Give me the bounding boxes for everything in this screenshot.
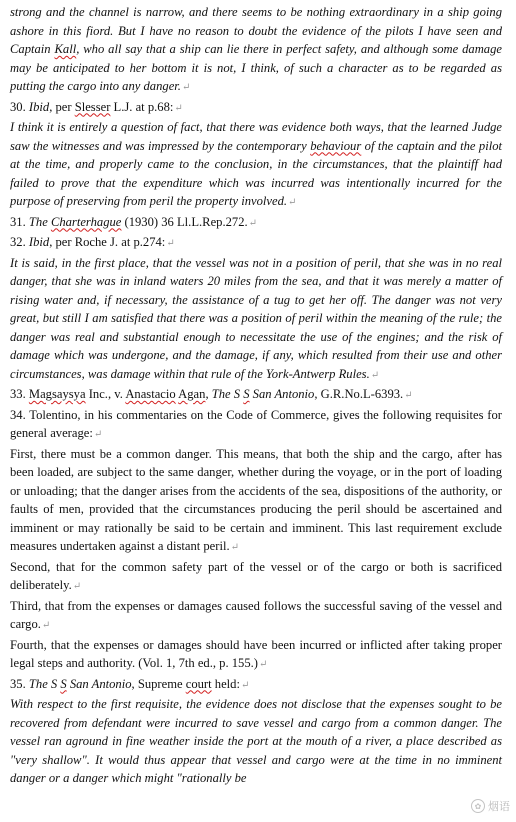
paragraph — [10, 695, 502, 788]
text-run: Ibid — [28, 99, 50, 114]
paragraph — [10, 597, 502, 636]
text-run: (1930) 36 Ll.L.Rep.272. — [121, 214, 248, 229]
spellcheck-word: Charterhague — [50, 214, 122, 229]
paragraph-mark-icon: ↵ — [72, 581, 82, 592]
paragraph — [10, 98, 502, 119]
watermark — [471, 798, 510, 814]
spellcheck-word: Agan — [178, 387, 206, 401]
text-run: , G.R.No.L-6393. — [314, 387, 404, 401]
spellcheck-word: Magsaysya — [28, 387, 86, 401]
text-run: The — [28, 214, 51, 229]
text-run: , — [205, 387, 212, 401]
text-run: Fourth, that the expenses or damages should have been incurred or inflicted after taking proper legal steps and authority. (Vol. 1, 7th ed., p. 155.) — [10, 637, 502, 670]
text-run: The S — [211, 387, 244, 401]
paragraph — [10, 675, 502, 696]
paragraph — [10, 118, 502, 213]
paragraph-mark-icon: ↵ — [41, 620, 51, 631]
paragraph — [10, 385, 502, 406]
text-run: The S — [28, 676, 61, 691]
paragraph — [10, 233, 502, 254]
text-run: 32. — [10, 235, 29, 249]
paragraph-mark-icon: ↵ — [166, 238, 175, 249]
paragraph-mark-icon: ↵ — [240, 679, 250, 691]
paragraph-mark-icon: ↵ — [230, 542, 240, 553]
text-run: , who all say that a ship can lie there in perfect safety, and although some damage may be anticipated to her bottom it is not, I think, of such a character as to be regarded as putting the cargo into any danger. — [10, 42, 502, 93]
watermark-text: 烟语 — [488, 800, 510, 813]
paragraph-mark-icon: ↵ — [370, 369, 380, 381]
text-run: 33. — [10, 387, 29, 401]
text-run: First, there must be a common danger. This means, that both the ship and the cargo, after has been loaded, are subject to the same danger, whether during the voyage, or in the port of loading or unloading; that the danger arises from the accidents of the sea, dispositions of the authority, or faults of men, provided that the circumstances producing the peril should be ascertained and imminent or may rationally be said to be certain and imminent. This last requirement exclude measures undertaken against a distant peril. — [10, 446, 502, 553]
wechat-icon: ✿ — [471, 799, 485, 813]
document-page — [10, 3, 502, 788]
text-run: Third, that from the expenses or damages caused follows the successful saving of the vessel and cargo. — [10, 598, 502, 631]
paragraph — [10, 254, 502, 386]
paragraph-mark-icon: ↵ — [259, 659, 268, 670]
text-run: It is said, in the first place, that the vessel was not in a position of peril, that she was in no real danger, that she was in inland waters 20 miles from the sea, and that it was merely a matter of rising water and, if necessary, the assistance of a tug to get her off. The danger was not very great, but still I am satisfied that there was a position of peril within the meaning of the rule; the danger was real and substantial enough to necessitate the use of the engines; and the risk of damage which was undergone, and the damage, if any, which resulted from their use and other circumstances, was damage within that rule of the York-Antwerp Rules. — [10, 255, 502, 381]
paragraph — [10, 213, 502, 234]
text-run: L.J. at p.68: — [110, 99, 174, 114]
spellcheck-word: S — [243, 387, 250, 401]
text-run: Ibid — [28, 235, 50, 249]
text-run: of the captain and the pilot at the time, and properly came to the conclusion, in the circumstances, that the plaintiff had failed to prove that the expenditure which was incurred was intentionally incurred for the purpose of preserving from peril the property involved. — [10, 138, 502, 208]
text-run: 30. — [10, 99, 29, 114]
paragraph-mark-icon: ↵ — [248, 217, 258, 229]
spellcheck-word: behaviour — [310, 138, 362, 153]
text-run: strong and the channel is narrow, and there seems to be nothing extraordinary in a ship going ashore in this fiord. But I have no reason to doubt the evidence of the pilots I have seen and Captain — [10, 5, 502, 56]
paragraph — [10, 3, 502, 98]
paragraph-mark-icon: ↵ — [288, 197, 297, 208]
text-run: 35. — [10, 676, 29, 691]
text-run: Second, that for the common safety part of the vessel or of the cargo or both is sacrificed deliberately. — [10, 559, 502, 592]
spellcheck-word: S — [60, 676, 67, 691]
text-run: San Antonio — [249, 387, 315, 401]
paragraph — [10, 406, 502, 445]
paragraph — [10, 636, 502, 675]
text-run: , per Roche J. at p.274: — [49, 235, 166, 249]
text-run: Inc., v. — [85, 387, 126, 401]
text-run: I think it is entirely a question of fact, that there was evidence both ways, that the learned Judge saw the witnesses and was impressed by the contemporary — [10, 120, 502, 153]
text-run: , per — [49, 99, 75, 114]
text-run: held: — [211, 676, 240, 691]
paragraph-mark-icon: ↵ — [181, 82, 191, 93]
spellcheck-word: Kall — [54, 42, 77, 56]
paragraph-mark-icon: ↵ — [93, 429, 103, 440]
text-run: 34. Tolentino, in his commentaries on the Code of Commerce, gives the following requisites for general average: — [10, 407, 502, 440]
paragraph-mark-icon: ↵ — [174, 102, 183, 114]
spellcheck-word: Slesser — [74, 99, 111, 114]
text-run: With respect to the first requisite, the evidence does not disclose that the expenses sought to be recovered from defendant were incurred to save vessel and cargo from a common danger. The vessel ran aground in fine weather inside the port at the mouth of a river, a place described as "very shallow". It would thus appear that vessel and cargo were at the time in no imminent danger or a danger which might "rationally be — [10, 697, 502, 785]
text-run: 31. — [10, 214, 29, 229]
spellcheck-word: Anastacio — [125, 387, 176, 401]
paragraph — [10, 445, 502, 558]
spellcheck-word: court — [185, 676, 212, 691]
paragraph — [10, 558, 502, 597]
paragraph-mark-icon: ↵ — [404, 390, 413, 401]
text-run: San Antonio — [66, 676, 132, 691]
text-run: , Supreme — [131, 676, 186, 691]
